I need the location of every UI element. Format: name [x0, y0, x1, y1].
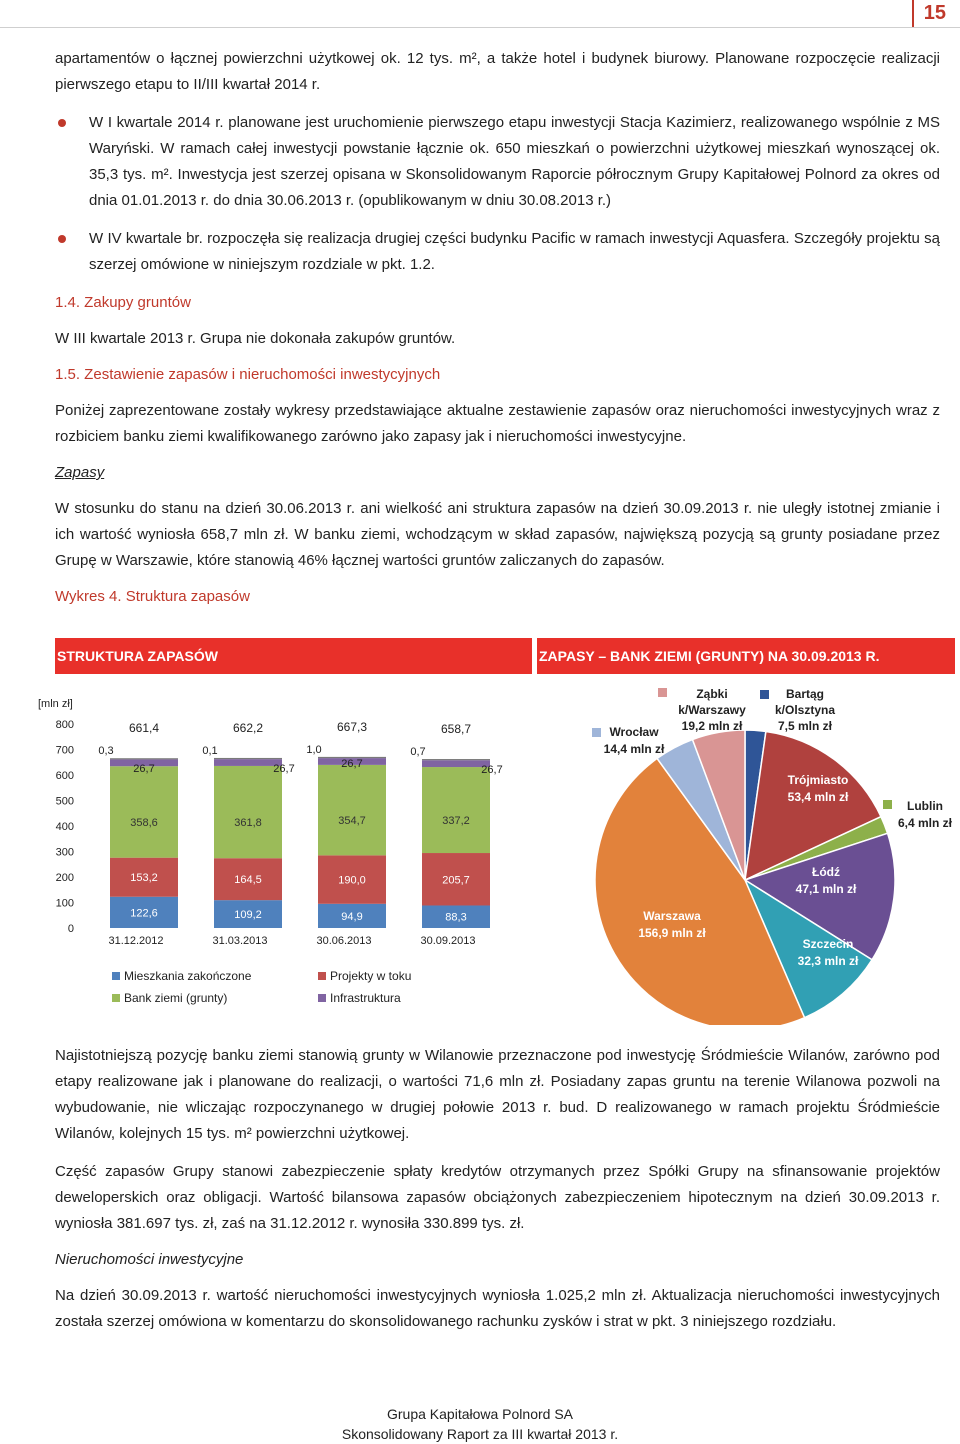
pie-slice-value: 32,3 mln zł: [797, 954, 859, 968]
page-content: [55, 46, 940, 610]
bar-data-label: 0,7: [410, 746, 426, 759]
bar-total-label: 661,4: [128, 721, 160, 736]
bar-total-label: 662,2: [232, 720, 264, 735]
bar-data-label: 354,7: [338, 815, 366, 828]
bar-data-label: 205,7: [442, 874, 470, 887]
bar-data-label: 88,3: [445, 911, 467, 924]
legend-entry: Bank ziemi (grunty): [124, 991, 228, 1005]
legend-entry: Projekty w toku: [330, 969, 412, 983]
bar-segment: [422, 760, 490, 767]
bar-total-label: 667,3: [336, 719, 368, 734]
x-tick-label: 31.03.2013: [212, 935, 268, 947]
pie-legend-swatch: [592, 728, 601, 737]
y-tick-label: 400: [55, 821, 74, 833]
legend-entry: Infrastruktura: [330, 991, 401, 1005]
pie-slice-value: 156,9 mln zł: [638, 926, 706, 940]
footer-company: Grupa Kapitałowa Polnord SA: [387, 1406, 573, 1422]
y-axis-label: [mln zł]: [38, 698, 73, 710]
paragraph: Poniżej zaprezentowane zostały wykresy przedstawiające aktualne zestawienie zapasów oraz nieruchomości inwestycyjnych wraz z rozbiciem banku ziemi kwalifikowanego zarówno jako zapasy jak i nieruchomości inwestycyjne.: [55, 402, 940, 445]
pie-slice-name: Ząbki: [696, 687, 728, 701]
bar-segment: [318, 765, 386, 855]
figure-caption: Wykres 4. Struktura zapasów: [55, 588, 250, 605]
paragraph: W III kwartale 2013 r. Grupa nie dokonała zakupów gruntów.: [55, 330, 456, 347]
bar-total-label: 658,7: [440, 722, 472, 737]
bar-data-label: 0,3: [98, 745, 114, 758]
pie-legend-swatch: [658, 688, 667, 697]
x-tick-label: 31.12.2012: [108, 935, 164, 947]
bar-data-label: 26,7: [481, 764, 503, 777]
pie-slice-name: Warszawa: [643, 909, 701, 923]
bar-data-label: 164,5: [234, 874, 262, 887]
pie-slice-name: Wrocław: [609, 725, 659, 739]
bar-segment: [422, 767, 490, 853]
legend-swatch: [318, 994, 326, 1002]
pie-slice-value: 47,1 mln zł: [795, 882, 857, 896]
pie-legend-swatch: [883, 800, 892, 809]
legend-swatch: [112, 972, 120, 980]
legend-entry: Mieszkania zakończone: [124, 969, 252, 983]
bar-data-label: 153,2: [130, 872, 158, 885]
banner-right: ZAPASY – BANK ZIEMI (GRUNTY) NA 30.09.2013 R.: [537, 638, 955, 674]
pie-slice-name: Lublin: [907, 799, 943, 813]
x-tick-label: 30.09.2013: [420, 935, 476, 947]
section-heading-1-5: 1.5. Zestawienie zapasów i nieruchomości inwestycyjnych: [55, 366, 441, 383]
bar-data-label: 26,7: [273, 762, 295, 775]
bar-data-label: 122,6: [130, 907, 158, 920]
paragraph: Na dzień 30.09.2013 r. wartość nieruchomości inwestycyjnych wyniosła 1.025,2 mln zł. Aktualizacja nieruchomości inwestycyjnych została szerzej omówiona w komentarzu do skonsolidowanego rachunku zysków i strat w pkt. 3 niniejszego rozdziału.: [55, 1287, 940, 1330]
bar-segment: [110, 766, 178, 857]
pie-slice-name: Szczecin: [802, 937, 854, 951]
paragraph: W stosunku do stanu na dzień 30.06.2013 r. ani wielkość ani struktura zapasów na dzień 30.09.2013 r. nie uległy istotnej zmianie i ich wartość wyniosła 658,7 mln zł. W banku ziemi, wchodzącym w skład zapasów, największą pozycją są grunty posiadane przez Grupę w Warszawie, które stanowią 46% łącznej wartości gruntów zaliczanych do zapasów.: [55, 500, 940, 569]
bullet-dot-icon: [58, 235, 66, 243]
y-tick-label: 0: [67, 923, 74, 935]
bar-segment: [422, 759, 490, 760]
bar-segment: [110, 758, 178, 759]
bullet-dot-icon: [58, 119, 66, 127]
x-tick-label: 30.06.2013: [316, 935, 372, 947]
bar-data-label: 26,7: [133, 763, 155, 776]
bar-data-label: 0,1: [202, 744, 218, 757]
pie-slice-value: 53,4 mln zł: [787, 790, 849, 804]
pie-slice-name: k/Warszawy: [678, 703, 746, 717]
bar-data-label: 361,8: [234, 817, 262, 830]
y-tick-label: 700: [55, 744, 74, 757]
section-heading-1-4: 1.4. Zakupy gruntów: [55, 294, 191, 311]
bar-data-label: 190,0: [338, 874, 366, 887]
bar-data-label: 109,2: [234, 909, 262, 922]
legend-swatch: [318, 972, 326, 980]
page-number: 15: [912, 0, 946, 27]
paragraph-continued: apartamentów o łącznej powierzchni użytkowej ok. 12 tys. m², a także hotel i budynek biurowy. Planowane rozpoczęcie realizacji pierwszego etapu to II/III kwartał 2014 r.: [55, 50, 940, 93]
pie-slice-value: 14,4 mln zł: [603, 742, 665, 756]
pie-chart: [560, 680, 960, 1025]
y-tick-label: 800: [55, 719, 74, 731]
bar-segment: [214, 758, 282, 759]
y-tick-label: 100: [55, 897, 74, 910]
paragraph: Najistotniejszą pozycję banku ziemi stanowią grunty w Wilanowie przeznaczone pod inwestycję Śródmieście Wilanów, zarówno pod etapy realizowane jak i planowane do realizacji, o wartości 71,6 mln zł. Posiadany zapas gruntu na terenie Wilanowa pozwoli na wybudowanie, nie wliczając rozpoczynanego w drugiej połowie 2013 r. bud. D realizowanego w ramach projektu Śródmieście Wilanów, kolejnych 15 tys. m² powierzchni użytkowej.: [55, 1047, 940, 1142]
banner-left: STRUKTURA ZAPASÓW: [55, 638, 532, 674]
bar-segment: [214, 766, 282, 858]
pie-slice-value: 7,5 mln zł: [777, 719, 833, 733]
y-tick-label: 300: [55, 846, 74, 859]
bar-data-label: 337,2: [442, 815, 470, 828]
legend-swatch: [112, 994, 120, 1002]
bar-data-label: 1,0: [306, 743, 322, 756]
pie-slice-name: Łódź: [812, 865, 840, 879]
bar-data-label: 358,6: [130, 816, 158, 829]
pie-slice-name: Trójmiasto: [787, 773, 849, 787]
bar-data-label: 26,7: [341, 757, 363, 770]
subheading-nieruchomosci: Nieruchomości inwestycyjne: [55, 1251, 244, 1268]
pie-slice-name: k/Olsztyna: [774, 703, 836, 717]
y-tick-label: 200: [55, 872, 74, 884]
bullet-text: W IV kwartale br. rozpoczęła się realizacja drugiej części budynku Pacific w ramach inwestycji Aquasfera. Szczegóły projektu są szerzej omówione w niniejszym rozdziale w pkt. 1.2.: [89, 230, 940, 273]
page-content-lower: [55, 1043, 940, 1335]
pie-slice-name: Bartąg: [785, 687, 825, 701]
footer-report: Skonsolidowany Raport za III kwartał 2013 r.: [341, 1426, 619, 1442]
bullet-text: W I kwartale 2014 r. planowane jest uruchomienie pierwszego etapu inwestycji Stacja Kazimierz, realizowanego wspólnie z MS Waryński. W ramach całej inwestycji powstanie łącznie ok. 650 mieszkań o powierzchni użytkowej mieszkań wynoszącej ok. 35,3 tys. m². Inwestycja jest szerzej opisana w Skonsolidowanym Raporcie półrocznym Grupy Kapitałowej Polnord za okres od dnia 01.01.2013 r. do dnia 30.06.2013 r. (opublikowanym w dniu 30.08.2013 r.): [89, 114, 940, 209]
pie-slice-value: 6,4 mln zł: [897, 816, 953, 830]
y-tick-label: 500: [55, 795, 74, 808]
bar-data-label: 94,9: [341, 910, 363, 923]
pie-legend-swatch: [760, 690, 769, 699]
pie-slice-value: 19,2 mln zł: [681, 719, 743, 733]
stacked-bar-chart: [30, 690, 510, 1020]
bullet-item: [55, 226, 940, 278]
y-tick-label: 600: [55, 770, 74, 782]
paragraph: Część zapasów Grupy stanowi zabezpieczenie spłaty kredytów otrzymanych przez Spółki Grupy na sfinansowanie projektów deweloperskich oraz obligacji. Wartość bilansowa zapasów obciążonych zabezpieczeniem hipotecznym na dzień 30.09.2013 r. wyniosła 381.697 tys. zł, zaś na 31.12.2012 r. wynosiła 330.899 tys. zł.: [55, 1163, 940, 1232]
bar-segment: [214, 759, 282, 766]
bullet-item: [55, 110, 940, 214]
header-rule: [0, 27, 960, 28]
subheading-zapasy: Zapasy: [55, 464, 105, 481]
